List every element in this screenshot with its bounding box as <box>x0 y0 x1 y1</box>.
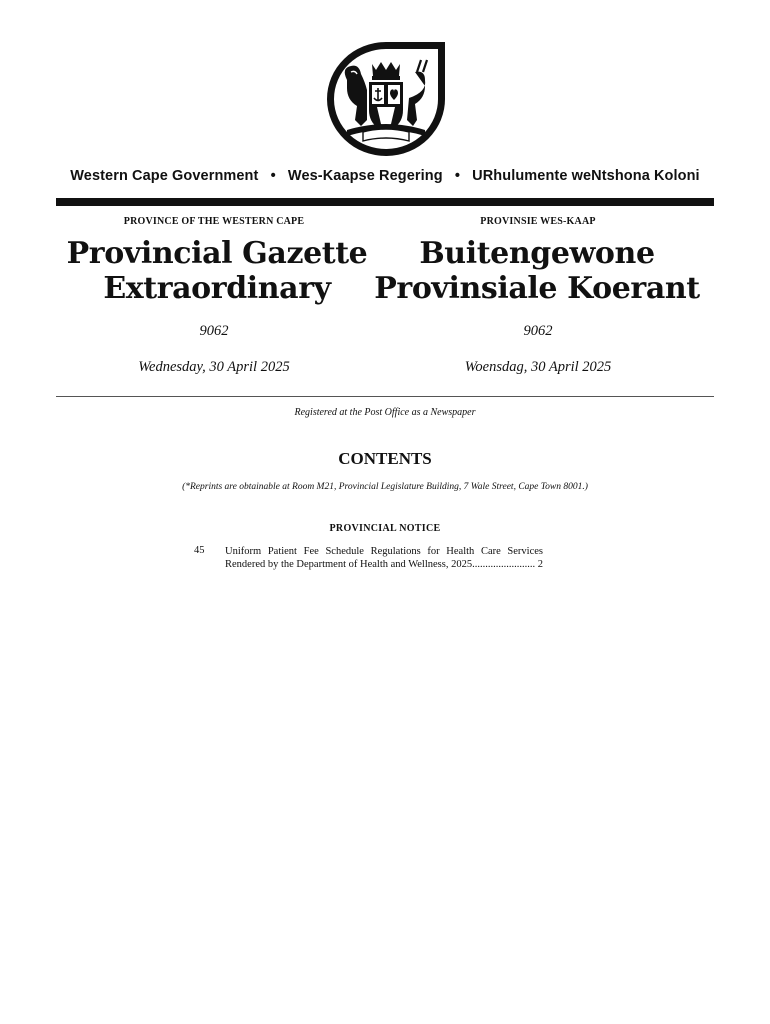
province-label-english: PROVINCE OF THE WESTERN CAPE <box>123 216 305 227</box>
notice-page-number: 2 <box>537 559 543 570</box>
header-divider <box>56 198 714 206</box>
issue-number-english: 9062 <box>199 323 229 339</box>
notice-title-line1: Uniform Patient Fee Schedule Regulations for Health Care Services <box>225 546 543 557</box>
dot-leader <box>472 558 535 571</box>
coat-of-arms-emblem <box>325 40 447 158</box>
government-names-line <box>0 168 770 184</box>
reprints-note: (*Reprints are obtainable at Room M21, Provincial Legislature Building, 7 Wale Street, Cape Town 8001.) <box>182 482 588 492</box>
notice-number: 45 <box>194 545 205 556</box>
gazette-title-english-line1: Provincial Gazette <box>66 236 368 271</box>
gazette-title-english <box>52 236 382 306</box>
gazette-title-afrikaans <box>372 236 702 306</box>
province-label-afrikaans: PROVINSIE WES-KAAP <box>480 216 596 227</box>
masthead-divider <box>56 396 714 397</box>
provincial-notice-heading: PROVINCIAL NOTICE <box>329 523 441 534</box>
registered-note: Registered at the Post Office as a Newspaper <box>294 407 476 418</box>
gazette-title-english-line2: Extraordinary <box>103 271 331 306</box>
notice-title-line2: Rendered by the Department of Health and Wellness, 2025 <box>225 559 473 570</box>
notice-title-line2-row <box>225 558 543 571</box>
government-name-english: Western Cape Government <box>70 168 259 184</box>
separator-dot: • <box>270 168 276 184</box>
contents-item[interactable] <box>225 545 543 571</box>
separator-dot: • <box>454 168 460 184</box>
government-name-afrikaans: Wes-Kaapse Regering <box>287 168 443 184</box>
gazette-title-afrikaans-line2: Provinsiale Koerant <box>374 271 700 306</box>
contents-heading: CONTENTS <box>338 449 432 468</box>
gazette-title-afrikaans-line1: Buitengewone <box>419 236 655 271</box>
government-name-xhosa: URhulumente weNtshona Koloni <box>472 168 700 184</box>
issue-number-afrikaans: 9062 <box>523 323 553 339</box>
issue-date-afrikaans: Woensdag, 30 April 2025 <box>464 359 612 375</box>
issue-date-english: Wednesday, 30 April 2025 <box>138 359 290 375</box>
